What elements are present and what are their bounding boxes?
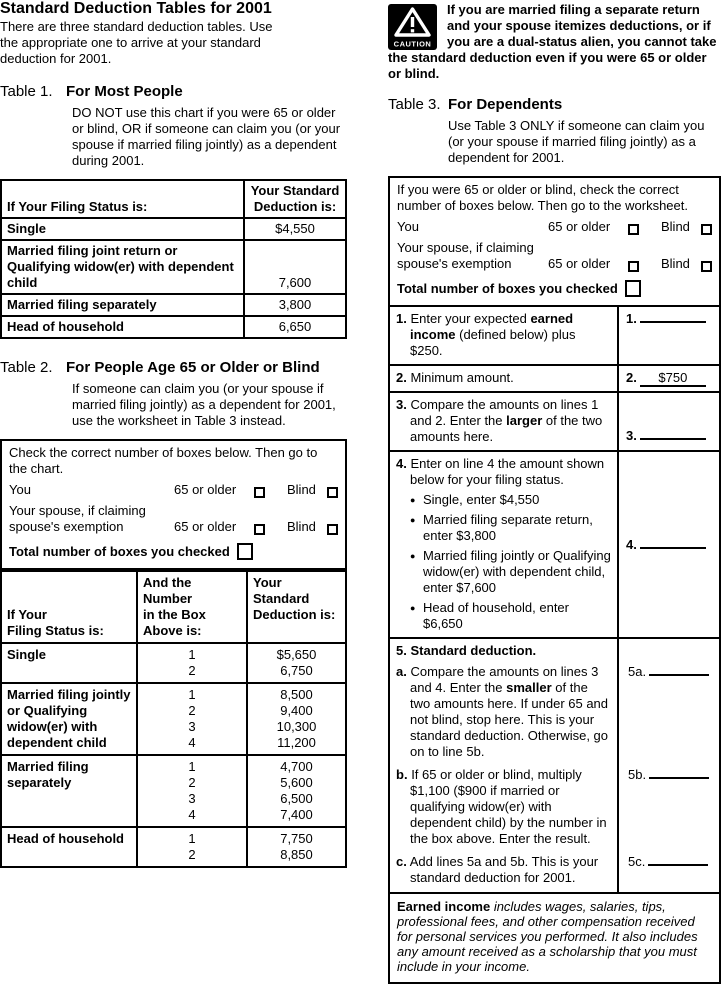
filing-status-label: Married filing separately xyxy=(2,756,138,826)
table1-note: DO NOT use this chart if you were 65 or older or blind, OR if someone can claim you (or your spouse if married filing jointly) as a dependent during 2001. xyxy=(72,105,341,168)
bullet-item: ● Married filing jointly or Qualifying widow(er) with dependent child, enter $7,600 xyxy=(410,548,611,596)
table2 xyxy=(0,439,347,868)
bullet-item: ● Single, enter $4,550 xyxy=(410,492,611,508)
left-column xyxy=(0,0,347,984)
table2-note: If someone can claim you (or your spouse if married filing jointly) as a dependent for 2001, use the worksheet in Table 3 instead. xyxy=(72,381,336,428)
worksheet-line-1 xyxy=(390,305,719,364)
table1-title: For Most People xyxy=(66,83,183,100)
chart-col2-header: And the Number in the Box Above is: xyxy=(138,572,248,642)
table-row xyxy=(2,239,345,293)
line5c-text: c. Add lines 5a and 5b. This is your standard deduction for 2001. xyxy=(396,854,599,885)
filing-status-label: Married filing joint return or Qualifying widow(er) with dependent child xyxy=(2,241,245,293)
line4-text: 4. Enter on line 4 the amount shown below for your filing status. ● Single, enter $4,550 ● Married filing separate return, enter $3,800 ● Married filing jointly or Qualifying widow(er) with dependent child, enter $7,600 ● Head of household, enter $6,650 xyxy=(390,452,619,637)
line3-answer-blank[interactable] xyxy=(640,428,706,440)
you-row xyxy=(9,482,338,498)
line4-answer: 4. xyxy=(619,452,719,637)
table2-label: Table 2. xyxy=(0,359,53,376)
deduction-amount: 6,650 xyxy=(278,319,312,334)
worksheet-line-4 xyxy=(390,450,719,637)
filing-status-label: Head of household xyxy=(2,317,245,337)
line2-answer-value: $750 xyxy=(640,370,706,387)
checkbox-intro: If you were 65 or older or blind, check the correct number of boxes below. Then go to the worksheet. xyxy=(397,182,688,213)
age-label: 65 or older xyxy=(548,256,611,271)
line5c-answer-blank[interactable] xyxy=(648,854,708,866)
line5a-answer: 5a. xyxy=(619,659,719,680)
chart-col1-header: If Your Filing Status is: xyxy=(2,572,138,642)
table-row xyxy=(2,217,345,239)
spouse-65-checkbox[interactable] xyxy=(254,524,265,535)
spouse-label: Your spouse, if claiming spouse's exemption xyxy=(397,240,534,271)
total-boxes-row xyxy=(9,543,338,560)
line5b-answer: 5b. xyxy=(619,762,719,783)
spouse-blind-checkbox[interactable] xyxy=(701,261,712,272)
table3-label: Table 3. xyxy=(388,96,441,113)
line5a-text: a. Compare the amounts on lines 3 and 4. Enter the smaller of the two amounts here. If under 65 and not blind, stop here. This is your standard deduction. Otherwise, go on to line 5b. xyxy=(396,664,609,759)
line4-number: 4. xyxy=(396,456,407,471)
earned-income-definition: Earned income includes wages, salaries, tips, professional fees, and other compensation received for personal services you performed. It also includes any amount received as a scholarship that you must include in your income. xyxy=(390,892,719,982)
line1-text: 1. Enter your expected earned income (defined below) plus $250. xyxy=(390,307,619,364)
deduction-amount: 3,800 xyxy=(278,297,312,312)
filing-status-label: Married filing jointly or Qualifying widow(er) with dependent child xyxy=(2,684,138,754)
age-label: 65 or older xyxy=(548,219,611,234)
blind-label: Blind xyxy=(287,482,316,497)
line4-answer-blank[interactable] xyxy=(640,537,706,549)
table2-chart-header xyxy=(2,570,345,642)
svg-text:CAUTION: CAUTION xyxy=(393,39,432,49)
deduction-amount: $4,550 xyxy=(275,221,315,236)
age-label: 65 or older xyxy=(174,519,237,534)
table3-title: For Dependents xyxy=(448,96,563,113)
filing-status-label: Married filing separately xyxy=(2,295,245,315)
table-row xyxy=(2,826,345,866)
blind-label: Blind xyxy=(287,519,316,534)
line2-text: 2. Minimum amount. xyxy=(390,366,619,391)
box-numbers: 1 2 3 4 xyxy=(138,684,248,754)
table2-title: For People Age 65 or Older or Blind xyxy=(66,359,320,376)
page-title: Standard Deduction Tables for 2001 xyxy=(0,0,272,17)
line3-answer: 3. xyxy=(619,393,719,450)
spouse-row xyxy=(9,503,338,535)
table3-heading xyxy=(388,96,721,114)
deduction-amounts: $5,650 6,750 xyxy=(276,647,317,678)
box-numbers: 1 2 3 4 xyxy=(138,756,248,826)
filing-status-label: Single xyxy=(2,219,245,239)
line1-number: 1. xyxy=(396,311,407,326)
table2-checkbox-section xyxy=(2,441,345,570)
table-row xyxy=(2,682,345,754)
you-65-checkbox[interactable] xyxy=(628,224,639,235)
spouse-row xyxy=(397,240,712,272)
table3-note: Use Table 3 ONLY if someone can claim you (or your spouse if married filing jointly) as a dependent for 2001. xyxy=(448,118,705,165)
table3-checkbox-section xyxy=(390,178,719,305)
deduction-amounts: 8,500 9,400 10,300 11,200 xyxy=(276,687,317,750)
age-label: 65 or older xyxy=(174,482,237,497)
line3-number: 3. xyxy=(396,397,407,412)
blind-label: Blind xyxy=(661,219,690,234)
line5a-answer-blank[interactable] xyxy=(649,664,709,676)
table1 xyxy=(0,179,347,339)
deduction-amount: 7,600 xyxy=(278,275,312,290)
deduction-amounts: 7,750 8,850 xyxy=(280,831,313,862)
line2-number: 2. xyxy=(396,370,407,385)
you-blind-checkbox[interactable] xyxy=(327,487,338,498)
caution-note xyxy=(388,2,721,82)
worksheet-line-5 xyxy=(390,637,719,892)
line5-title: 5. Standard deduction. xyxy=(396,643,537,658)
table-row xyxy=(2,315,345,337)
line5b-answer-blank[interactable] xyxy=(649,767,709,779)
spouse-label: Your spouse, if claiming spouse's exemption xyxy=(9,503,146,534)
line5b-text: b. If 65 or older or blind, multiply $1,100 ($900 if married or qualifying widow(er) with dependent child) by the number in the box above. Enter the result. xyxy=(396,767,607,846)
line3-text: 3. Compare the amounts on lines 1 and 2. Enter the larger of the two amounts here. xyxy=(390,393,619,450)
worksheet-line-2 xyxy=(390,364,719,391)
total-boxes-checkbox[interactable] xyxy=(237,543,253,560)
table-row xyxy=(2,293,345,315)
box-numbers: 1 2 xyxy=(138,644,248,682)
table1-col2-header: Your Standard Deduction is: xyxy=(250,183,340,214)
total-boxes-label: Total number of boxes you checked xyxy=(9,543,230,559)
line4-bullets xyxy=(396,492,611,632)
table-row xyxy=(2,754,345,826)
table2-heading xyxy=(0,359,347,377)
right-column xyxy=(388,0,721,984)
deduction-amounts: 4,700 5,600 6,500 7,400 xyxy=(280,759,313,822)
table3-worksheet xyxy=(388,176,721,984)
spouse-blind-checkbox[interactable] xyxy=(327,524,338,535)
intro-text: There are three standard deduction tables. Use the appropriate one to arrive at your standard deduction for 2001. xyxy=(0,19,273,66)
filing-status-label: Single xyxy=(2,644,138,682)
line5c-answer: 5c. xyxy=(619,849,719,870)
bullet-item: ● Head of household, enter $6,650 xyxy=(410,600,611,632)
total-boxes-label: Total number of boxes you checked xyxy=(397,280,618,296)
bullet-item: ● Married filing separate return, enter $3,800 xyxy=(410,512,611,544)
you-blind-checkbox[interactable] xyxy=(701,224,712,235)
caution-text: If you are married filing a separate return and your spouse itemizes deductions, or if you are a dual-status alien, you cannot take the standard deduction even if you were 65 or older or blind. xyxy=(388,2,717,81)
you-label: You xyxy=(9,482,31,497)
table-row xyxy=(2,642,345,682)
checkbox-intro: Check the correct number of boxes below. Then go to the chart. xyxy=(9,445,318,476)
table1-heading xyxy=(0,83,347,101)
blind-label: Blind xyxy=(661,256,690,271)
worksheet-line-3 xyxy=(390,391,719,450)
line1-answer: 1. xyxy=(619,307,719,364)
column-divider xyxy=(617,639,619,892)
caution-icon xyxy=(388,4,437,50)
line1-answer-blank[interactable] xyxy=(640,311,706,323)
box-numbers: 1 2 xyxy=(138,828,248,866)
you-label: You xyxy=(397,219,419,234)
table1-col1-header: If Your Filing Status is: xyxy=(2,181,245,217)
total-boxes-checkbox[interactable] xyxy=(625,280,641,297)
you-row xyxy=(397,219,712,235)
filing-status-label: Head of household xyxy=(2,828,138,866)
spouse-65-checkbox[interactable] xyxy=(628,261,639,272)
you-65-checkbox[interactable] xyxy=(254,487,265,498)
table1-label: Table 1. xyxy=(0,83,53,100)
table1-header-row xyxy=(2,181,345,217)
line2-answer: 2. $750 xyxy=(619,366,719,391)
total-boxes-row xyxy=(397,280,712,297)
chart-col3-header: Your Standard Deduction is: xyxy=(253,575,336,622)
